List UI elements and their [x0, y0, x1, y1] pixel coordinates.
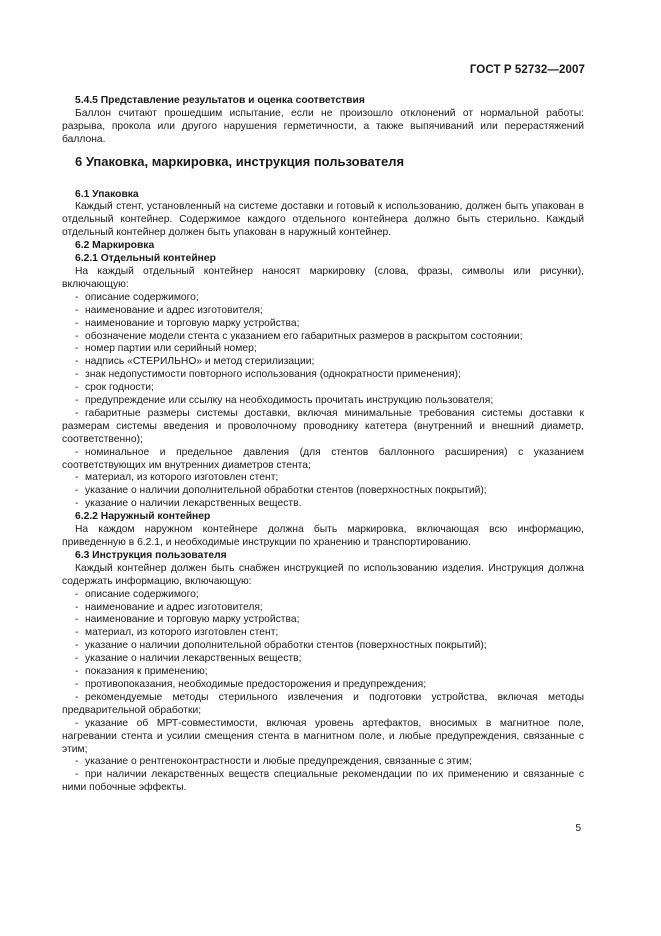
list-item: - предупреждение или ссылку на необходимость прочитать инструкцию пользователя;: [75, 395, 494, 407]
list-item: - номинальное и предельное давления (для стентов баллонного расширения) с указанием соответствующих им внутренних диаметров стента;: [62, 446, 584, 471]
list-item: - указание об МРТ-совместимости, включая уровень артефактов, вносимых в магнитное поле, нагревании стента и усилии смещения стента в магнитном поле, и любые предупреждения, связанные с этим;: [62, 717, 584, 755]
section-6-3-list: [62, 589, 584, 796]
section-6-2-2-text: На каждом наружном контейнере должна быть маркировка, включающая всю информацию, приведенную в 6.2.1, и необходимые инструкции по хранению и транспортированию.: [62, 524, 584, 548]
list-item: - обозначение модели стента с указанием его габаритных размеров в раскрытом состоянии;: [75, 330, 523, 342]
section-6-1-text: Каждый стент, установленный на системе доставки и готовый к использованию, должен быть упакован в отдельный контейнер. Содержимое каждого отдельного контейнера должно быть стерильно. Каждый отдельный контейнер должен быть упакован в наружный контейнер.: [62, 201, 584, 239]
list-item: - номер партии или серийный номер;: [75, 343, 257, 355]
list-item: - показания к применению;: [75, 666, 208, 678]
list-item: - наименование и торговую марку устройства;: [75, 614, 300, 626]
document-code: ГОСТ Р 52732—2007: [469, 64, 585, 76]
section-5-4-5-text: Баллон считают прошедшим испытание, если не произошло отклонений от нормальной работы: разрыва, прокола или другого нарушения герметичности, а также выпячиваний или перерастяжений баллона.: [62, 107, 584, 145]
list-item: - знак недопустимости повторного использования (однократности применения);: [75, 369, 461, 381]
list-item: - описание содержимого;: [75, 588, 199, 600]
list-item: - указание о наличии лекарственных веществ.: [75, 498, 302, 510]
list-item: - материал, из которого изготовлен стент;: [75, 627, 279, 639]
list-item: - наименование и адрес изготовителя;: [75, 601, 263, 613]
section-6-2-title: 6.2 Маркировка: [75, 240, 155, 252]
list-item: - указание о наличии дополнительной обработки стентов (поверхностных покрытий);: [75, 485, 487, 497]
section-5-4-5-title: 5.4.5 Представление результатов и оценка соответствия: [75, 95, 365, 106]
list-item: - наименование и торговую марку устройства;: [75, 317, 300, 329]
list-item: - указание о наличии лекарственных веществ;: [75, 653, 302, 665]
list-item: - при наличии лекарственных веществ специальные рекомендации по их применению и связанные с ними побочные эффекты.: [62, 769, 584, 794]
section-6-2-1-list: [62, 292, 584, 511]
section-6-3-intro: Каждый контейнер должен быть снабжен инструкцией по использованию изделия. Инструкция должна содержать информацию, включающую:: [62, 562, 584, 587]
section-6-title: 6 Упаковка, маркировка, инструкция пользователя: [75, 153, 405, 169]
section-6-2-1-intro: На каждый отдельный контейнер наносят маркировку (слова, фразы, символы или рисунки), включающую:: [62, 265, 584, 290]
section-6-1-title: 6.1 Упаковка: [75, 188, 139, 200]
list-item: - наименование и адрес изготовителя;: [75, 304, 263, 316]
page-content: [62, 95, 584, 795]
list-item: - срок годности;: [75, 382, 154, 394]
section-6-2-2-title: 6.2.2 Наружный контейнер: [75, 511, 211, 523]
list-item: - описание содержимого;: [75, 291, 199, 303]
list-item: - материал, из которого изготовлен стент;: [75, 472, 279, 484]
page-number: 5: [575, 823, 581, 834]
list-item: - надпись «СТЕРИЛЬНО» и метод стерилизации;: [75, 356, 315, 368]
list-item: - противопоказания, необходимые предосторожения и предупреждения;: [75, 678, 427, 690]
list-item: - габаритные размеры системы доставки, включая минимальные требования системы доставки к размерам системы введения и проволочному проводнику катетера (внутренний и внешний диаметр, соответственно);: [62, 407, 584, 445]
list-item: - указание о рентгеноконтрастности и любые предупреждения, связанные с этим;: [75, 756, 472, 768]
section-6-3-title: 6.3 Инструкция пользователя: [75, 549, 227, 561]
section-6-2-1-title: 6.2.1 Отдельный контейнер: [75, 253, 216, 265]
list-item: - рекомендуемые методы стерильного извлечения и подготовки устройства, включая методы предварительной обработки;: [62, 691, 584, 716]
list-item: - указание о наличии дополнительной обработки стентов (поверхностных покрытий);: [75, 640, 487, 652]
